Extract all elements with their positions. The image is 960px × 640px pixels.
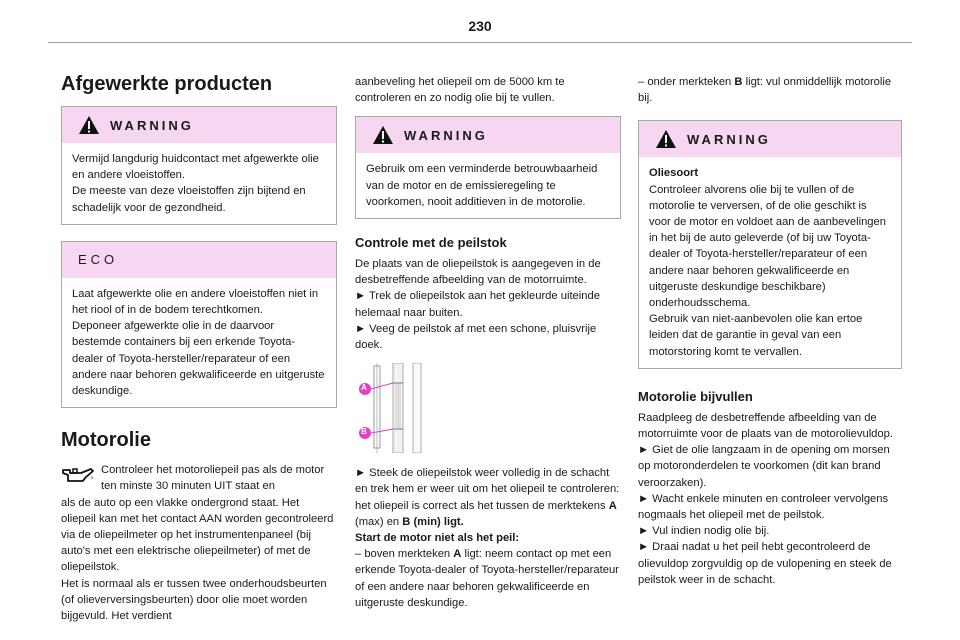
- warning-header: [356, 117, 620, 153]
- warning-triangle-icon: [655, 129, 677, 149]
- oil-intro-a: Controleer het motoroliepeil pas als de motor ten minste 30 minuten UIT staat en: [101, 464, 325, 493]
- boven-text: – boven merkteken A ligt: neem contact op met een erkende Toyota-dealer of Toyota-hersteller/reparateur of een andere naar behoren gekwalificeerde en uitgeruste deskundige.: [355, 548, 619, 609]
- dipstick-drawing: [355, 363, 621, 453]
- eco-box: [61, 241, 337, 408]
- marker-a-label: A: [361, 383, 367, 393]
- warning-heading: Oliesoort: [649, 167, 699, 180]
- eco-header: [62, 242, 336, 278]
- column-2: [355, 74, 621, 611]
- continued-text: aanbeveling het oliepeil om de 5000 km te controleren en zo nodig olie bij te vullen.: [355, 76, 565, 105]
- warning-label: WARNING: [110, 117, 194, 133]
- warning-triangle-icon: [78, 115, 100, 135]
- oil-intro-b: als de auto op een vlakke ondergrond staat. Het oliepeil kan met het contact AAN worden gecontroleerd via de oliepeilmeter op het instrumentenpaneel (bij auto's met een elektrische oliepeilmeter) of met de oliepeilstok. Het is normaal als er tussen twee onderhoudsbeurten (of olieverversingsbeurten) door olie moet worden bijgevuld. Het verdient: [61, 496, 334, 623]
- header-rule: [48, 42, 912, 43]
- subsection-title-bijvullen: Motorolie bijvullen: [638, 388, 753, 404]
- section-title-motorolie: Motorolie: [61, 429, 151, 452]
- oil-can-icon: [61, 464, 95, 486]
- eco-text: Laat afgewerkte olie en andere vloeistoffen niet in het riool of in de bodem terechtkomen. Deponeer afgewerkte olie in de daarvoor bestemde containers bij een erkende Toyota-dealer of Toyota-hersteller/reparateur of een andere naar behoren gekwalificeerde en uitgeruste deskundige.: [72, 287, 325, 398]
- section-title-afgewerkte-producten: Afgewerkte producten: [61, 73, 273, 95]
- peilstok-text: De plaats van de oliepeilstok is aangegeven in de desbetreffende afbeelding van de motorruimte. ► Trek de oliepeilstok aan het gekleurde uiteinde helemaal naar buiten. ► Veeg de peilstok af met een schone, pluisvrije doek.: [355, 258, 601, 352]
- warning-triangle-icon: [372, 125, 394, 145]
- warning-text: Controleer alvorens olie bij te vullen of de motorolie te verversen, of de olie geschikt is voor de motor en voldoet aan de aanbevelingen in het bij de auto geleverde (of bij uw Toyota-dealer of Toyota-hersteller/reparateur of een andere naar behoren gekwalificeerde en uitgeruste deskundige beschikbare) onderhoudsschema. Gebruik van niet-aanbevolen olie kan ertoe leiden dat de garantie in geval van een motorstoring komt te vervallen.: [649, 183, 886, 358]
- bijvullen-text: Raadpleeg de desbetreffende afbeelding van de motorruimte voor de plaats van de motorolievuldop. ► Giet de olie langzaam in de opening om morsen op motoronderdelen te voorkomen (dit kan brand veroorzaken). ► Wacht enkele minuten en controleer vervolgens nogmaals het oliepeil met de peilstok. ► Vul indien nodig olie bij. ► Draai nadat u het peil hebt gecontroleerd de olievuldop zorgvuldig op de vulopening en steek de peilstok weer in de schacht.: [638, 411, 893, 586]
- warning-box-1: [61, 106, 337, 225]
- column-3: [638, 74, 902, 588]
- warning-box-2: [355, 116, 621, 219]
- steek-text: ► Steek de oliepeilstok weer volledig in de schacht en trek hem er weer uit om het oliepeil te controleren: het oliepeil is correct als het tussen de merktekens A (max) en B (min) ligt.: [355, 467, 620, 528]
- column-1: [61, 62, 337, 624]
- start-warning: Start de motor niet als het peil:: [355, 532, 520, 545]
- onder-text: – onder merkteken B ligt: vul onmiddellijk motorolie bij.: [638, 76, 892, 105]
- marker-b-label: B: [361, 427, 367, 437]
- warning-label: WARNING: [404, 127, 488, 143]
- warning-text: Vermijd langdurig huidcontact met afgewerkte olie en andere vloeistoffen. De meeste van deze vloeistoffen zijn bijtend en schadelijk voor de gezondheid.: [72, 153, 319, 214]
- dipstick-illustration: [355, 363, 621, 453]
- warning-header: [639, 121, 901, 157]
- warning-box-3: [638, 120, 902, 368]
- eco-label: ECO: [78, 252, 119, 268]
- page-number: 230: [468, 18, 492, 34]
- warning-header: [62, 107, 336, 143]
- warning-label: WARNING: [687, 131, 771, 147]
- warning-text: Gebruik om een verminderde betrouwbaarheid van de motor en de emissieregeling te voorkomen, nooit additieven in de motorolie.: [366, 163, 598, 208]
- subsection-title-peilstok: Controle met de peilstok: [355, 235, 507, 251]
